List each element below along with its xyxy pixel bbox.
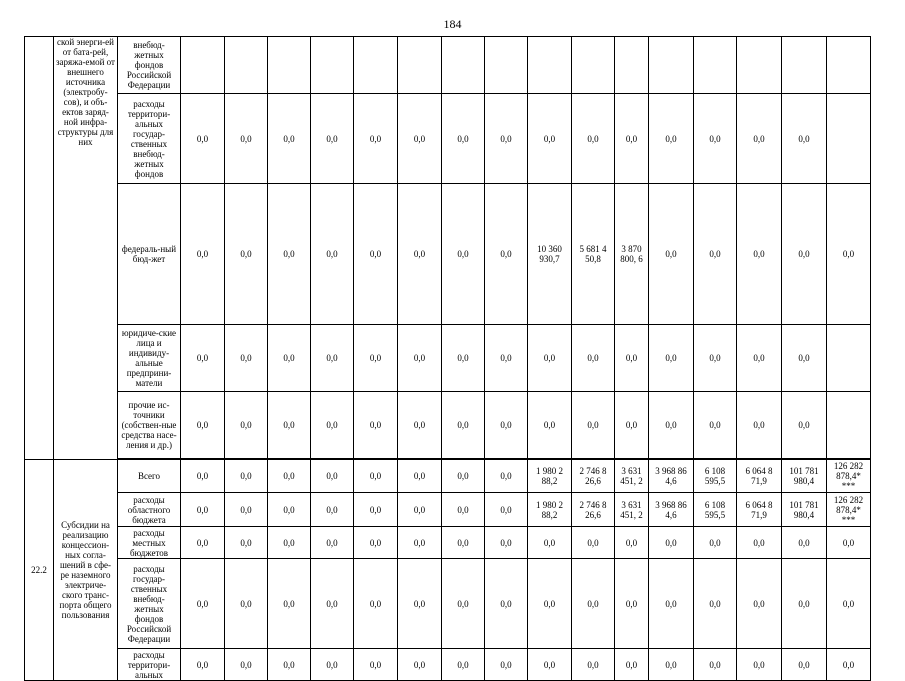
value-cell: 0,0	[181, 493, 225, 527]
value-cell: 0,0	[398, 460, 442, 493]
value-cell: 0,0	[225, 325, 268, 392]
value-cell: 0,0	[782, 184, 827, 325]
value-cell: 0,0	[442, 527, 485, 559]
value-cell: 0,0	[694, 94, 737, 184]
value-cell: 0,0	[485, 460, 528, 493]
value-cell: 0,0	[528, 527, 572, 559]
value-cell: 0,0	[528, 649, 572, 681]
value-cell: 0,0	[485, 493, 528, 527]
value-cell: 0,0	[827, 184, 871, 325]
value-cell: 0,0	[737, 559, 782, 649]
value-cell: 0,0	[311, 559, 354, 649]
value-cell: 0,0	[225, 559, 268, 649]
value-cell: 0,0	[649, 392, 694, 459]
value-cell: 0,0	[268, 493, 311, 527]
value-cell: 0,0	[225, 527, 268, 559]
value-cell: 0,0	[485, 94, 528, 184]
value-cell: 0,0	[181, 559, 225, 649]
value-cell: 0,0	[782, 559, 827, 649]
value-cell: 0,0	[225, 94, 268, 184]
value-cell: 0,0	[311, 493, 354, 527]
value-cell: 0,0	[354, 493, 398, 527]
funding-source: внебюд-жетных фондов Российской Федерации	[118, 37, 181, 94]
value-cell: 0,0	[442, 559, 485, 649]
funding-source: расходы территори-альных	[118, 649, 181, 681]
value-cell: 0,0	[311, 94, 354, 184]
value-cell: 0,0	[442, 94, 485, 184]
value-cell: 2 746 8 26,6	[572, 460, 615, 493]
value-cell: 0,0	[268, 392, 311, 459]
value-cell: 0,0	[528, 94, 572, 184]
value-cell: 0,0	[268, 94, 311, 184]
table-row	[25, 37, 871, 94]
value-cell: 0,0	[694, 527, 737, 559]
value-cell: 0,0	[737, 184, 782, 325]
value-cell: 0,0	[649, 94, 694, 184]
value-cell: 0,0	[649, 325, 694, 392]
value-cell: 0,0	[181, 184, 225, 325]
value-cell: 0,0	[485, 392, 528, 459]
value-cell: 0,0	[572, 527, 615, 559]
value-cell: 3 631 451, 2	[615, 460, 649, 493]
value-cell: 0,0	[354, 94, 398, 184]
value-cell: 0,0	[181, 325, 225, 392]
value-cell: 6 064 8 71,9	[737, 460, 782, 493]
value-cell: 0,0	[615, 649, 649, 681]
row-index: 22.2	[25, 460, 54, 681]
value-cell: 0,0	[649, 559, 694, 649]
value-cell: 0,0	[737, 392, 782, 459]
value-cell: 0,0	[268, 460, 311, 493]
index-cell	[25, 37, 54, 460]
page-number: 184	[443, 17, 462, 31]
funding-source: федераль-ный бюд-жет	[118, 184, 181, 325]
value-cell: 0,0	[615, 325, 649, 392]
value-cell: 0,0	[398, 94, 442, 184]
value-cell: 0,0	[485, 527, 528, 559]
value-cell: 0,0	[398, 649, 442, 681]
value-cell: 6 108 595,5	[694, 493, 737, 527]
funding-source: расходы территори-альных государ-ственных внебюд-жетных фондов	[118, 94, 181, 184]
value-cell: 6 108 595,5	[694, 460, 737, 493]
value-cell: 0,0	[311, 184, 354, 325]
value-cell: 0,0	[268, 559, 311, 649]
value-cell: 0,0	[181, 527, 225, 559]
table-row	[25, 184, 871, 325]
value-cell: 0,0	[225, 392, 268, 459]
measure-description: ской энерги-ей от бата-рей, заряжа-емой от внешнего источника (электробу-сов), и объ-ектов заряд-ной инфра-структуры для них	[54, 37, 118, 460]
value-cell: 0,0	[485, 184, 528, 325]
value-cell: 0,0	[485, 649, 528, 681]
value-cell: 10 360 930,7	[528, 184, 572, 325]
value-cell: 3 631 451, 2	[615, 493, 649, 527]
value-cell: 0,0	[442, 460, 485, 493]
funding-source: Всего	[118, 460, 181, 493]
value-cell: 0,0	[827, 649, 871, 681]
value-cell: 0,0	[442, 493, 485, 527]
value-cell: 5 681 4 50,8	[572, 184, 615, 325]
value-cell: 0,0	[572, 94, 615, 184]
value-cell: 0,0	[181, 649, 225, 681]
value-cell: 0,0	[311, 649, 354, 681]
value-cell: 2 746 8 26,6	[572, 493, 615, 527]
value-cell: 0,0	[354, 527, 398, 559]
value-cell: 0,0	[311, 527, 354, 559]
value-cell: 0,0	[528, 559, 572, 649]
table-row	[25, 527, 871, 559]
value-cell: 0,0	[225, 493, 268, 527]
value-cell: 1 980 2 88,2	[528, 493, 572, 527]
value-cell: 0,0	[268, 649, 311, 681]
value-cell: 0,0	[354, 392, 398, 459]
value-cell: 0,0	[782, 392, 827, 459]
value-cell: 0,0	[572, 392, 615, 459]
value-cell: 1 980 2 88,2	[528, 460, 572, 493]
value-cell: 0,0	[485, 559, 528, 649]
value-cell: 101 781 980,4	[782, 493, 827, 527]
value-cell: 0,0	[442, 325, 485, 392]
value-cell: 0,0	[694, 649, 737, 681]
value-cell: 0,0	[528, 392, 572, 459]
value-cell: 0,0	[354, 559, 398, 649]
value-cell: 0,0	[398, 392, 442, 459]
value-cell: 0,0	[694, 184, 737, 325]
value-cell: 0,0	[615, 559, 649, 649]
value-cell: 3 968 86 4,6	[649, 460, 694, 493]
value-cell: 0,0	[649, 527, 694, 559]
value-cell: 0,0	[694, 559, 737, 649]
table-row	[25, 94, 871, 184]
table-row	[25, 559, 871, 649]
value-cell: 0,0	[225, 184, 268, 325]
table-row	[25, 325, 871, 392]
value-cell: 0,0	[782, 527, 827, 559]
funding-source: расходы областного бюджета	[118, 493, 181, 527]
funding-source: прочие ис-точники (собствен-ные средства насе-ления и др.)	[118, 392, 181, 459]
value-cell: 0,0	[615, 392, 649, 459]
value-cell: 0,0	[354, 649, 398, 681]
value-cell: 0,0	[225, 649, 268, 681]
value-cell: 0,0	[572, 325, 615, 392]
value-cell: 0,0	[398, 493, 442, 527]
budget-table	[24, 36, 871, 681]
value-cell: 3 870 800, 6	[615, 184, 649, 325]
value-cell: 0,0	[354, 460, 398, 493]
value-cell: 0,0	[528, 325, 572, 392]
value-cell: 0,0	[181, 94, 225, 184]
value-cell: 0,0	[181, 392, 225, 459]
table-row	[25, 460, 871, 493]
measure-description: Субсидии на реализацию концессион-ных согла-шений в сфе-ре наземного электриче-ского транс-порта общего пользования	[54, 460, 118, 681]
funding-source: расходы местных бюджетов	[118, 527, 181, 559]
value-cell: 0,0	[268, 527, 311, 559]
value-cell: 0,0	[442, 184, 485, 325]
value-cell: 0,0	[737, 94, 782, 184]
value-cell: 0,0	[782, 325, 827, 392]
value-cell: 0,0	[442, 392, 485, 459]
value-cell: 0,0	[268, 184, 311, 325]
value-cell: 0,0	[572, 559, 615, 649]
value-cell: 0,0	[181, 460, 225, 493]
value-cell: 0,0	[694, 325, 737, 392]
value-cell: 0,0	[311, 460, 354, 493]
value-cell: 0,0	[737, 527, 782, 559]
value-cell: 0,0	[311, 392, 354, 459]
value-cell: 0,0	[737, 649, 782, 681]
value-cell: 101 781 980,4	[782, 460, 827, 493]
value-cell: 0,0	[694, 392, 737, 459]
funding-source: юридиче-ские лица и индивиду-альные предприни-матели	[118, 325, 181, 392]
value-cell: 0,0	[268, 325, 311, 392]
value-cell: 0,0	[782, 94, 827, 184]
value-cell: 0,0	[827, 527, 871, 559]
table-row	[25, 392, 871, 459]
value-cell: 3 968 86 4,6	[649, 493, 694, 527]
table-row	[25, 493, 871, 527]
value-cell: 0,0	[649, 649, 694, 681]
table-row	[25, 649, 871, 681]
value-cell: 0,0	[737, 325, 782, 392]
value-cell: 126 282 878,4* ***	[827, 460, 871, 493]
value-cell: 0,0	[615, 527, 649, 559]
value-cell: 6 064 8 71,9	[737, 493, 782, 527]
funding-source: расходы государ-ственных внебюд-жетных фондов Российской Федерации	[118, 559, 181, 649]
value-cell: 0,0	[398, 325, 442, 392]
value-cell: 0,0	[398, 184, 442, 325]
value-cell: 0,0	[827, 559, 871, 649]
value-cell: 0,0	[398, 559, 442, 649]
value-cell: 126 282 878,4* ***	[827, 493, 871, 527]
value-cell: 0,0	[354, 325, 398, 392]
value-cell: 0,0	[572, 649, 615, 681]
value-cell: 0,0	[485, 325, 528, 392]
value-cell: 0,0	[398, 527, 442, 559]
value-cell: 0,0	[311, 325, 354, 392]
value-cell: 0,0	[354, 184, 398, 325]
value-cell: 0,0	[615, 94, 649, 184]
value-cell: 0,0	[225, 460, 268, 493]
value-cell: 0,0	[782, 649, 827, 681]
value-cell: 0,0	[442, 649, 485, 681]
value-cell: 0,0	[649, 184, 694, 325]
